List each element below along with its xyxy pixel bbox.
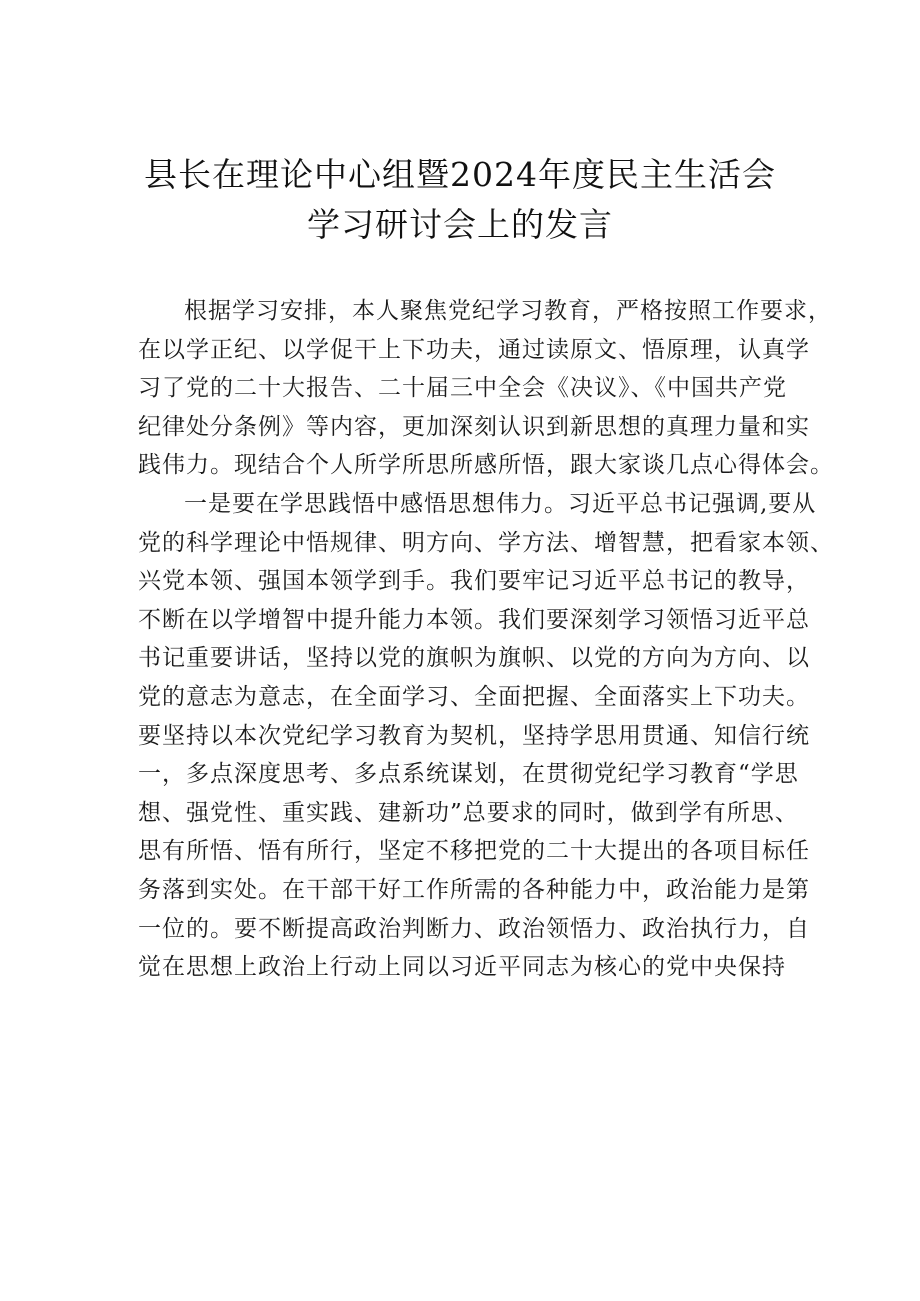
text-line: 党的意志为意志，在全面学习、全面把握、全面落实上下功夫。	[138, 683, 810, 710]
title-line-2: 学习研讨会上的发言	[307, 205, 613, 245]
text-line: 务落到实处。在干部干好工作所需的各种能力中，政治能力是第	[138, 876, 810, 903]
text-line: 一是要在学思践悟中感悟思想伟力。习近平总书记强调,要从	[184, 490, 817, 517]
text-line: 想、强党性、重实践、建新功”总要求的同时，做到学有所思、	[138, 799, 799, 826]
paragraph-point-one	[138, 485, 834, 987]
text-line: 兴党本领、强国本领学到手。我们要牢记习近平总书记的教导，	[138, 568, 810, 595]
document-body	[138, 292, 834, 987]
text-line: 觉在思想上政治上行动上同以习近平同志为核心的党中央保持	[138, 954, 786, 981]
text-line: 要坚持以本次党纪学习教育为契机，坚持学思用贯通、知信行统	[138, 722, 810, 749]
text-line: 党的科学理论中悟规律、明方向、学方法、增智慧，把看家本领、	[138, 529, 834, 556]
text-line: 不断在以学增智中提升能力本领。我们要深刻学习领悟习近平总	[138, 606, 810, 633]
text-line: 一，多点深度思考、多点系统谋划，在贯彻党纪学习教育“学思	[138, 761, 799, 788]
text-line: 在以学正纪、以学促干上下功夫，通过读原文、悟原理，认真学	[138, 336, 810, 363]
document-title	[0, 150, 920, 250]
text-line: 一位的。要不断提高政治判断力、政治领悟力、政治执行力，自	[138, 915, 810, 942]
text-line: 践伟力。现结合个人所学所思所感所悟，跟大家谈几点心得体会。	[138, 452, 834, 479]
text-line: 习了党的二十大报告、二十届三中全会《决议》、《中国共产党	[138, 375, 787, 402]
text-line: 纪律处分条例》等内容，更加深刻认识到新思想的真理力量和实	[138, 413, 810, 440]
title-line-1: 县长在理论中心组暨2024年度民主生活会	[144, 155, 776, 195]
text-line: 思有所悟、悟有所行，坚定不移把党的二十大提出的各项目标任	[138, 838, 810, 865]
text-line: 书记重要讲话，坚持以党的旗帜为旗帜、以党的方向为方向、以	[138, 645, 810, 672]
text-line: 根据学习安排，本人聚焦党纪学习教育，严格按照工作要求，	[184, 298, 832, 324]
paragraph-intro	[138, 292, 834, 485]
